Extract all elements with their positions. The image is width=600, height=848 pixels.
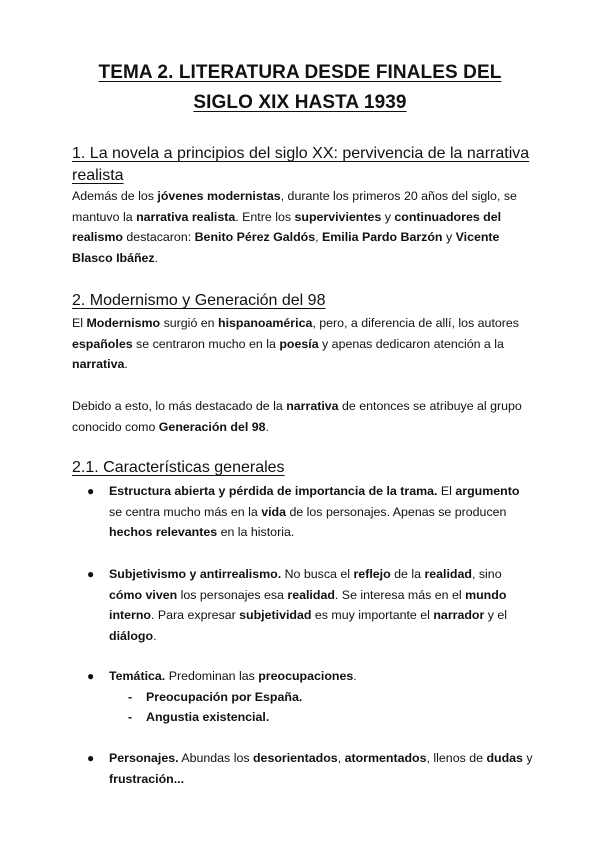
section-1-paragraph: Además de los jóvenes modernistas, durante los primeros 20 años del siglo, se mantuvo la narrativa realista. Entre los supervivientes y continuadores del realismo destacaron: Benito Pérez Galdós, Emilia Pardo Barzón y Vicente Blasco Ibáñez. (72, 189, 517, 265)
bold-text: Modernismo (86, 316, 161, 330)
bold-text: Temática. (109, 669, 166, 683)
bold-text: continuadores del realismo (72, 209, 502, 245)
section-1-heading: 1. La novela a principios del siglo XX: pervivencia de la narrativa realista (72, 145, 530, 184)
bold-text: atormentados (344, 751, 427, 765)
bold-text: narrativa (286, 399, 339, 413)
bullet-marker: ● (87, 567, 95, 581)
bold-text: hispanoamérica (218, 316, 313, 330)
bold-text: dudas (486, 751, 523, 765)
bold-text: Subjetivismo y antirrealismo. (109, 567, 282, 581)
bold-text: españoles (72, 336, 133, 351)
bold-text: supervivientes (294, 209, 382, 224)
document-title-line-1: TEMA 2. LITERATURA DESDE FINALES DEL (98, 62, 502, 83)
bullet-marker: ● (87, 751, 95, 765)
subitem-spain: Preocupación por España. (146, 690, 303, 704)
bold-text: Benito Pérez Galdós (194, 230, 316, 245)
bold-text: realidad (424, 567, 472, 581)
bold-text: desorientados (252, 751, 338, 765)
bold-text: realidad (287, 587, 335, 602)
dash-marker: - (128, 710, 133, 724)
bold-text: frustración... (109, 771, 185, 786)
bold-text: diálogo (109, 628, 154, 643)
bold-text: subjetividad (239, 608, 312, 623)
bullet-item-structure: Estructura abierta y pérdida de importancia de la trama. El argumento se centra mucho más en la vida de los personajes. Apenas se producen hechos relevantes en la historia. (109, 484, 520, 540)
bullet-item-subjectivism: Subjetivismo y antirrealismo. No busca el reflejo de la realidad, sino cómo viven los personajes esa realidad. Se interesa más en el mundo interno. Para expresar subjetividad es muy importante el narrador y el diálogo. (109, 567, 508, 643)
section-2-heading: 2. Modernismo y Generación del 98 (72, 292, 326, 309)
document-title-line-2: SIGLO XIX HASTA 1939 (193, 92, 407, 113)
bullet-item-characters: Personajes. Abundas los desorientados, atormentados, llenos de dudas y frustración... (109, 751, 533, 786)
bold-text: mundo interno (109, 587, 507, 623)
section-2-1-heading: 2.1. Características generales (72, 459, 285, 476)
bold-text: Vicente Blasco Ibáñez (72, 230, 500, 265)
bold-text: hechos relevantes (109, 525, 218, 540)
bold-text: jóvenes modernistas (157, 189, 281, 203)
bold-text: vida (261, 504, 286, 519)
bold-text: narrativa (72, 357, 125, 372)
bold-text: poesía (279, 336, 319, 351)
bold-text: Generación del 98 (158, 419, 266, 434)
bold-text: reflejo (353, 567, 391, 581)
dash-marker: - (128, 690, 133, 704)
section-2-paragraph-2: Debido a esto, lo más destacado de la narrativa de entonces se atribuye al grupo conocido como Generación del 98. (72, 399, 522, 434)
bold-text: cómo viven (109, 587, 178, 602)
bold-text: narrador (433, 608, 485, 623)
bold-text: Estructura abierta y pérdida de importancia de la trama. (109, 484, 438, 498)
subitem-existential: Angustia existencial. (146, 710, 270, 724)
bold-text: narrativa realista (136, 209, 236, 224)
bold-text: Personajes. (109, 751, 179, 765)
bold-text: argumento (455, 484, 520, 498)
bold-text: preocupaciones (258, 669, 354, 683)
bullet-item-theme: Temática. Predominan las preocupaciones. (109, 669, 357, 683)
bold-text: Emilia Pardo Barzón (322, 230, 443, 245)
section-2-paragraph-1: El Modernismo surgió en hispanoamérica, pero, a diferencia de allí, los autores españoles se centraron mucho en la poesía y apenas dedicaron atención a la narrativa. (72, 316, 519, 372)
bullet-marker: ● (87, 484, 95, 498)
bullet-marker: ● (87, 669, 95, 683)
